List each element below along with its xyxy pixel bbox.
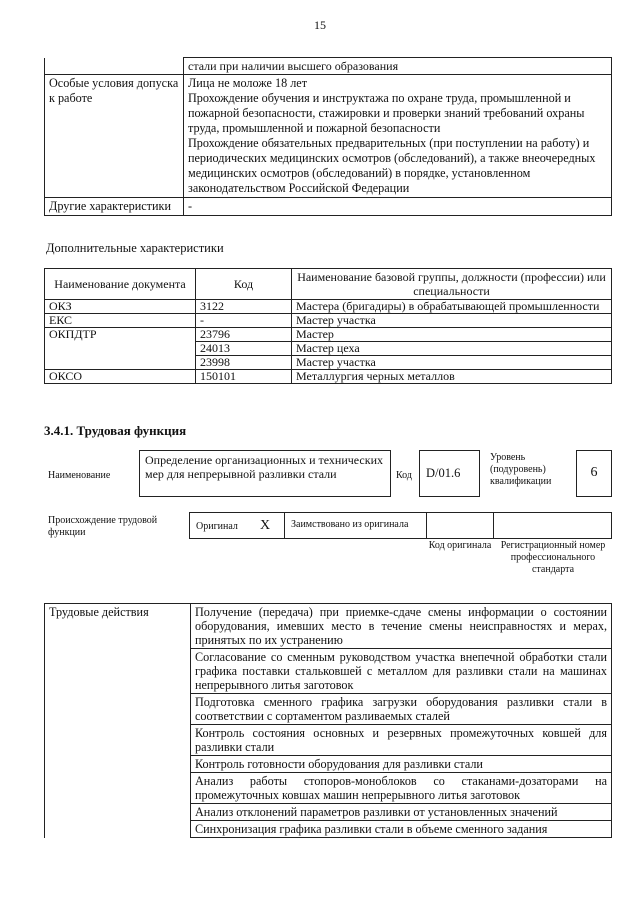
reg-number-label: Регистрационный номер профессионального стандарта [500,540,606,575]
additional-table [44,268,612,384]
code-label: Код [396,470,412,481]
name-label: Наименование [48,470,111,481]
other-label: Другие характеристики [45,198,184,216]
code-cell: - [196,314,292,328]
code-cell: 150101 [196,370,292,384]
name-cell: Мастера (бригадиры) в обрабатывающей промышленности [292,300,612,314]
actions-label: Трудовые действия [45,604,191,838]
doc-cell: ОКСО [45,370,196,384]
name-cell: Металлургия черных металлов [292,370,612,384]
name-cell: Мастер участка [292,314,612,328]
action-item: Анализ отклонений параметров разливки от установленных значений [191,804,612,821]
action-item: Синхронизация графика разливки стали в объеме сменного задания [191,821,612,838]
conditions-line: Прохождение обязательных предварительных (при поступлении на работу) и периодических медицинских осмотров (обследований), а также внеочередных медицинских осмотров (обследований) в порядке, установленном законодательством Российской Федерации [188,136,596,195]
action-item: Анализ работы стопоров-моноблоков со стаканами-дозаторами на промежуточных ковшах машин непрерывного литья заготовок [191,773,612,804]
conditions-line: Прохождение обучения и инструктажа по охране труда, промышленной и пожарной безопасности, стажировки и проверки знаний требований охраны труда, промышленной и пожарной безопасности [188,91,585,135]
name-cell: Мастер [292,328,612,342]
requirements-table [44,57,612,216]
action-item: Контроль готовности оборудования для разливки стали [191,756,612,773]
actions-table [44,603,612,838]
original-label: Оригинал [196,521,238,532]
action-item: Согласование со сменным руководством участка внепечной обработки стали графика поставки стальковшей с металлом для разливки стали на машинах непрерывного литья заготовок [191,649,612,694]
code-cell: 3122 [196,300,292,314]
table-row [45,314,612,328]
name-cell: Мастер участка [292,356,612,370]
original-mark: X [260,518,271,533]
table-row [45,604,612,649]
level-label: Уровень (подуровень) квалификации [490,452,552,487]
name-cell: Мастер цеха [292,342,612,356]
reg-number-box [493,512,612,539]
level-box: 6 [576,450,612,497]
conditions-line: Лица не моложе 18 лет [188,76,308,90]
action-item: Получение (передача) при приемке-сдаче смены информации о состоянии оборудования, имевших место в течение смены неисправностях и мерах, принятых по их устранению [191,604,612,649]
code-cell: 24013 [196,342,292,356]
continuation-text: стали при наличии высшего образования [184,58,612,75]
action-item: Подготовка сменного графика загрузки оборудования разливки стали в соответствии с сортаментом разливаемых сталей [191,694,612,725]
borrowed-label: Заимствовано из оригинала [291,519,409,530]
conditions-label: Особые условия допуска к работе [45,75,184,198]
table-row [45,370,612,384]
section-title: 3.4.1. Трудовая функция [44,423,187,438]
doc-cell: ЕКС [45,314,196,328]
header-code: Код [196,269,292,300]
header-doc: Наименование документа [45,269,196,300]
code-original-label: Код оригинала [428,540,492,551]
table-row [45,300,612,314]
additional-heading: Дополнительные характеристики [46,241,224,255]
doc-cell: ОКЗ [45,300,196,314]
header-name: Наименование базовой группы, должности (профессии) или специальности [292,269,612,300]
function-name-box: Определение организационных и технических мер для непрерывной разливки стали [139,450,391,497]
borrowed-box [284,512,427,539]
action-item: Контроль состояния основных и резервных промежуточных ковшей для разливки стали [191,725,612,756]
function-code-box: D/01.6 [419,450,480,497]
code-cell: 23796 [196,328,292,342]
other-value: - [184,198,612,216]
conditions-text [184,75,612,198]
empty-cell [45,58,184,75]
original-box [189,512,285,539]
page-number: 15 [314,18,326,32]
doc-cell: ОКПДТР [45,328,196,370]
code-original-box [426,512,494,539]
origin-label: Происхождение трудовой функции [48,515,158,538]
code-cell: 23998 [196,356,292,370]
table-row [45,328,612,342]
